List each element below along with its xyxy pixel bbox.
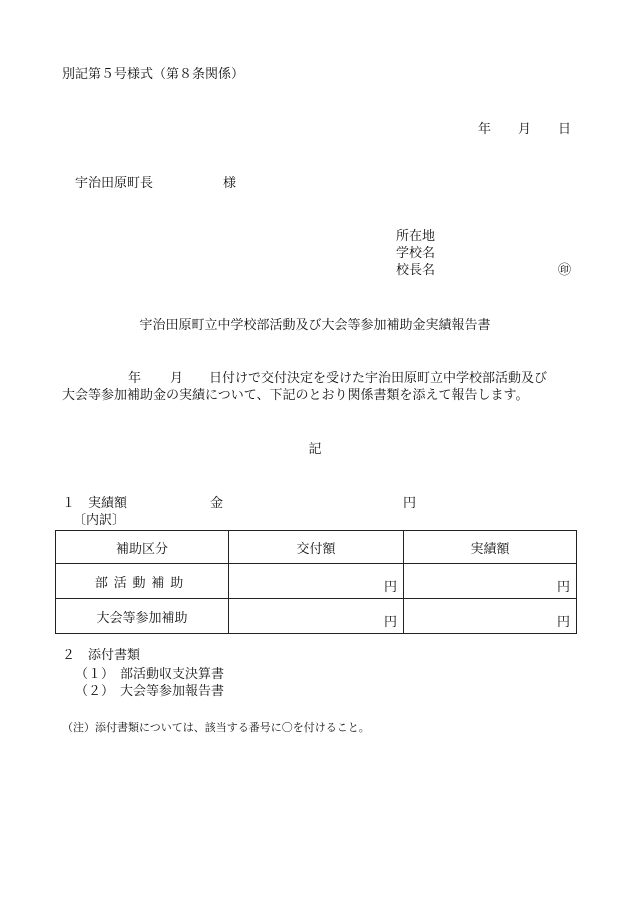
section-1-kin: 金 bbox=[210, 496, 224, 511]
section-1-label: １ 実績額 bbox=[62, 496, 128, 511]
date-year: 年 bbox=[478, 122, 492, 137]
attachment-text: 大会等参加報告書 bbox=[120, 684, 225, 699]
attachment-item bbox=[75, 666, 224, 683]
actual-amount-cell: 円 bbox=[404, 599, 577, 634]
addressee-honorific: 様 bbox=[223, 176, 237, 191]
breakdown-label: 〔内訳〕 bbox=[73, 513, 126, 528]
body-text bbox=[62, 370, 547, 404]
addressee bbox=[75, 176, 236, 192]
row-label bbox=[56, 599, 229, 634]
row-label-text: 部活動補助 bbox=[94, 575, 190, 591]
header-actual-amount: 実績額 bbox=[404, 531, 577, 564]
body-month: 月 bbox=[170, 371, 184, 386]
table-row bbox=[56, 599, 577, 634]
date-month: 月 bbox=[518, 122, 532, 137]
row-label bbox=[56, 564, 229, 599]
attachment-text: 部活動収支決算書 bbox=[120, 667, 225, 682]
table-header-row bbox=[56, 531, 577, 564]
header-grant-amount: 交付額 bbox=[229, 531, 404, 564]
addressee-name: 宇治田原町長 bbox=[75, 176, 154, 191]
footnote: （注）添付書類については、該当する番号に〇を付けること。 bbox=[62, 721, 370, 734]
row-label-text: 大会等参加補助 bbox=[96, 610, 188, 626]
body-year: 年 bbox=[128, 371, 142, 386]
attachment-number: （１） bbox=[75, 667, 115, 682]
address-label: 所在地 bbox=[396, 229, 436, 244]
actual-amount-cell: 円 bbox=[404, 564, 577, 599]
sender-block bbox=[396, 229, 435, 280]
section-2-label: ２ 添付書類 bbox=[62, 648, 141, 663]
section-1-yen: 円 bbox=[403, 496, 417, 511]
body-line-2: 大会等参加補助金の実績について、下記のとおり関係書類を添えて報告します。 bbox=[62, 388, 529, 403]
body-line-1 bbox=[62, 370, 547, 387]
form-number: 別記第５号様式（第８条関係） bbox=[62, 67, 245, 82]
header-category: 補助区分 bbox=[56, 531, 229, 564]
document-title: 宇治田原町立中学校部活動及び大会等参加補助金実績報告書 bbox=[139, 318, 491, 333]
school-name-label: 学校名 bbox=[396, 246, 436, 261]
attachment-item bbox=[75, 683, 224, 700]
grant-amount-cell: 円 bbox=[229, 564, 404, 599]
seal-mark: ㊞ bbox=[558, 263, 572, 278]
date-day: 日 bbox=[558, 122, 572, 137]
attachment-number: （２） bbox=[75, 684, 115, 699]
principal-name-label: 校長名 bbox=[396, 263, 436, 278]
date-line bbox=[478, 122, 571, 138]
ki-heading: 記 bbox=[308, 442, 322, 457]
grant-amount-cell: 円 bbox=[229, 599, 404, 634]
table-row bbox=[56, 564, 577, 599]
section-1-actual-amount bbox=[62, 496, 416, 512]
body-line-1-rest: 日付けで交付決定を受けた宇治田原町立中学校部活動及び bbox=[209, 371, 548, 386]
breakdown-table bbox=[55, 530, 577, 634]
